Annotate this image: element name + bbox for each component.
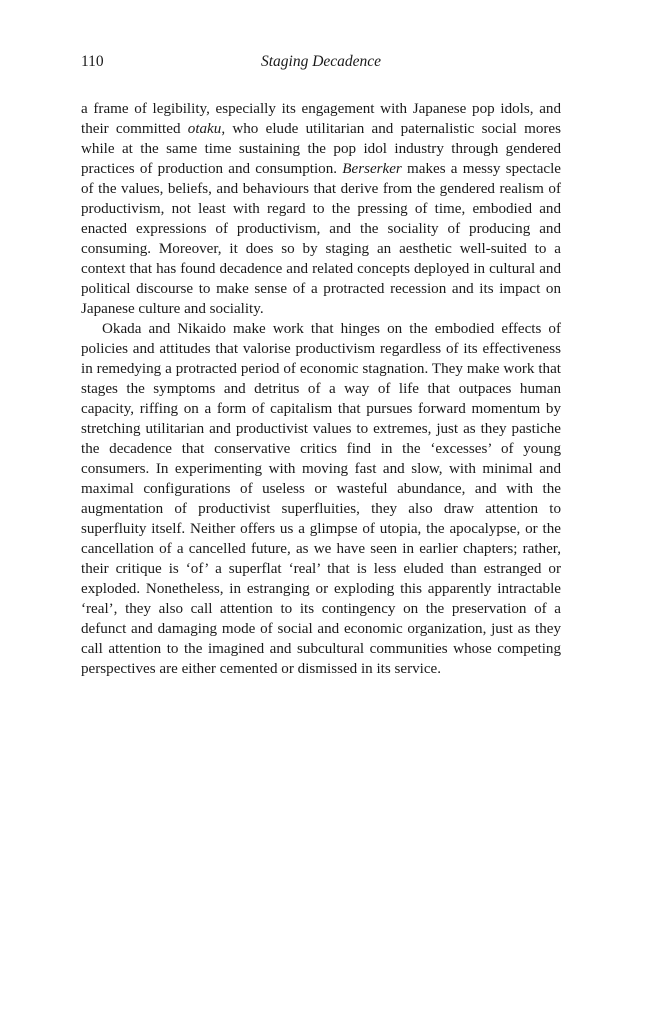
- italic-term-otaku: otaku: [187, 121, 222, 137]
- running-title: Staging Decadence: [260, 53, 382, 70]
- running-head: [81, 50, 561, 74]
- paragraph-2: [81, 319, 561, 679]
- text-segment: , who elude utilitarian and paternalistic social mores while at the same time sustaining the pop idol industry through gendered practices of production and consumption.: [81, 121, 561, 177]
- book-page: [81, 50, 561, 679]
- italic-title-berserker: Berserker: [342, 161, 402, 177]
- page-number: 110: [81, 53, 104, 70]
- text-segment: a frame of legibility, especially its engagement with Japanese pop idols, and their committed: [81, 101, 561, 137]
- paragraph-1: [81, 99, 561, 319]
- body-text: [81, 99, 561, 679]
- text-segment: makes a messy spectacle of the values, beliefs, and behaviours that derive from the gendered realism of productivism, not least with regard to the pressing of time, embodied and enacted expressions of productivism, and the sociality of producing and consuming. Moreover, it does so by staging an aesthetic well-suited to a context that has found decadence and related concepts deployed in cultural and political discourse to make sense of a protracted recession and its impact on Japanese culture and sociality.: [81, 161, 561, 317]
- text-segment: Okada and Nikaido make work that hinges on the embodied effects of policies and attitudes that valorise productivism regardless of its effectiveness in remedying a protracted period of economic stagnation. They make work that stages the symptoms and detritus of a way of life that outpaces human capacity, riffing on a form of capitalism that pursues forward momentum by stretching utilitarian and productivist values to extremes, just as they pastiche the decadence that conservative critics find in the ‘excesses’ of young consumers. In experimenting with moving fast and slow, with minimal and maximal configurations of useless or wasteful abundance, and with the augmentation of productivist superfluities, they also draw attention to superfluity itself. Neither offers us a glimpse of utopia, the apocalypse, or the cancellation of a cancelled future, as we have seen in earlier chapters; rather, their critique is ‘of’ a superflat ‘real’ that is less eluded than estranged or exploded. Nonetheless, in estranging or exploding this apparently intractable ‘real’, they also call attention to its contingency on the preservation of a defunct and damaging mode of social and economic organization, just as they call attention to the imagined and subcultural communities whose competing perspectives are either cemented or dismissed in its service.: [81, 321, 561, 677]
